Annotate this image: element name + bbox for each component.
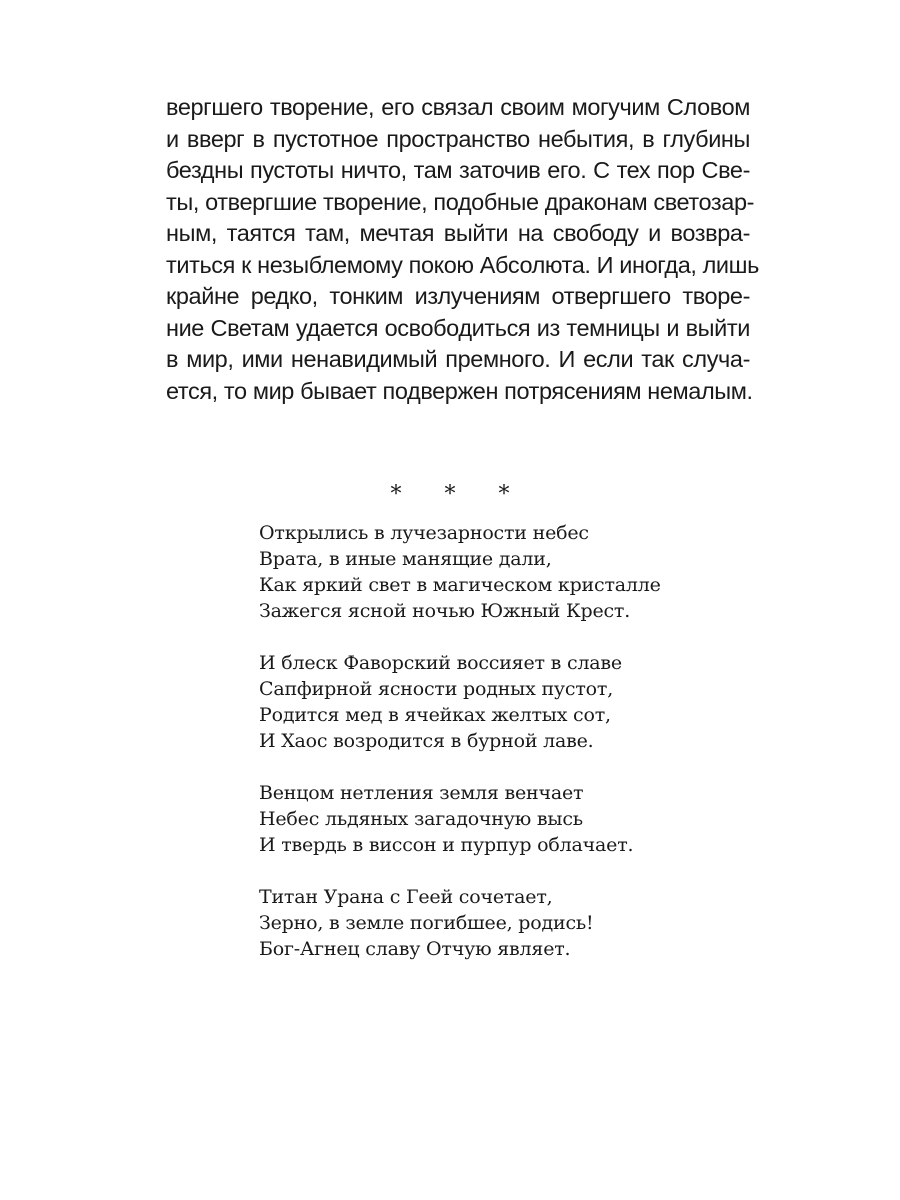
poem-verse: Венцом нетления земля венчает xyxy=(259,782,584,804)
poem-verse: И твердь в виссон и пурпур облачает. xyxy=(259,834,634,856)
poem-verse: Титан Урана с Геей сочетает, xyxy=(259,886,553,908)
prose-line: в мир, ими ненавидимый премного. И если так случа- xyxy=(166,346,750,372)
section-divider: * * * xyxy=(390,482,528,507)
prose-line: бездны пустоты ничто, там заточив его. С тех пор Све- xyxy=(166,157,750,183)
poem-stanza xyxy=(259,780,759,858)
poem-verse: Врата, в иные манящие дали, xyxy=(259,548,552,570)
prose-line: крайне редко, тонким излучениям отвергшего творе- xyxy=(166,283,750,309)
prose-line: ние Светам удается освободиться из темницы и выйти xyxy=(166,314,750,341)
prose-line: ным, таятся там, мечтая выйти на свободу и возвра- xyxy=(166,220,750,246)
prose-line: ты, отвергшие творение, подобные драконам светозар- xyxy=(166,188,755,215)
prose-line: и вверг в пустотное пространство небытия, в глубины xyxy=(166,125,750,152)
poem-verse: И Хаос возродится в бурной лаве. xyxy=(259,730,594,752)
poem-verse: Как яркий свет в магическом кристалле xyxy=(259,574,661,596)
poem xyxy=(259,520,759,988)
prose-paragraph xyxy=(166,92,759,407)
prose-line: титься к незыблемому покою Абсолюта. И иногда, лишь xyxy=(166,251,759,278)
poem-verse: Родится мед в ячейках желтых сот, xyxy=(259,704,611,726)
poem-stanza xyxy=(259,650,759,754)
poem-stanza xyxy=(259,520,759,624)
poem-verse: Небес льдяных загадочную высь xyxy=(259,808,583,830)
poem-stanza xyxy=(259,884,759,962)
poem-verse: Сапфирной ясности родных пустот, xyxy=(259,678,614,700)
poem-verse: Зерно, в земле погибшее, родись! xyxy=(259,912,594,934)
poem-verse: Зажегся ясной ночью Южный Крест. xyxy=(259,600,631,622)
prose-line: вергшего творение, его связал своим могучим Словом xyxy=(166,94,750,120)
poem-verse: И блеск Фаворский воссияет в славе xyxy=(259,652,622,674)
prose-line: ется, то мир бывает подвержен потрясениям немалым. xyxy=(166,377,753,404)
poem-verse: Открылись в лучезарности небес xyxy=(259,522,589,544)
poem-verse: Бог-Агнец славу Отчую являет. xyxy=(259,938,571,960)
